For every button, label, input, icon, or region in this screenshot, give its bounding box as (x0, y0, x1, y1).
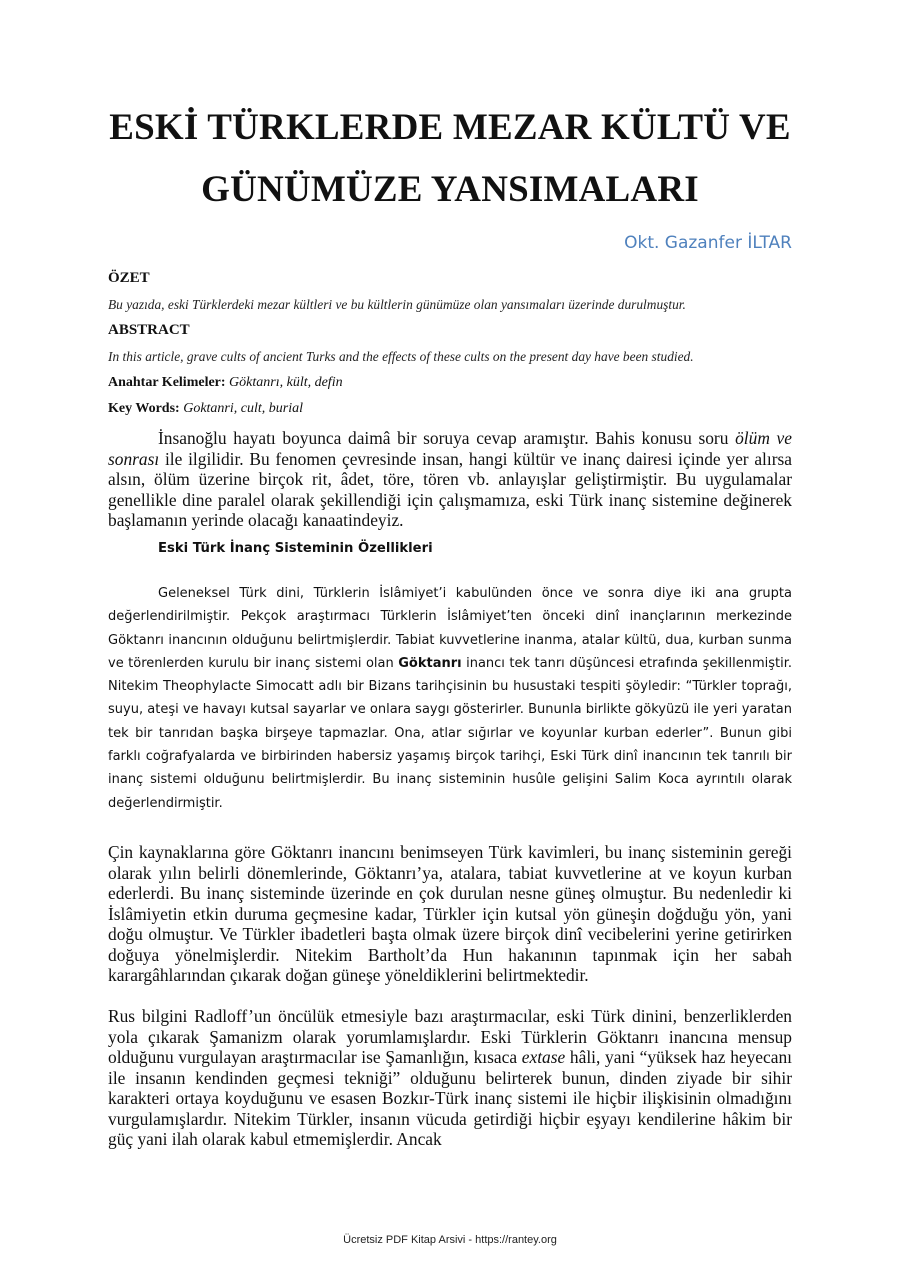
paragraph-2 (108, 842, 792, 986)
paragraph-3 (108, 1006, 792, 1150)
ozet-heading: ÖZET (108, 270, 150, 286)
intro-italic: ölüm ve sonrası (108, 428, 792, 469)
intro-text-2: ile ilgilidir. Bu fenomen çevresinde insan, hangi kültür ve inanç dairesi içinde yer alırsa alsın, ölüm üzerine birçok rit, âdet, töre, tören vb. anlayışlar geliştirmiştir. Bu uygulamalar genellikle dine paralel olarak şekillendiği için çalışmamıza, eski Türk inanç sistemine değinerek başlamanın yerinde olacağı kanaatindeyiz. (108, 448, 792, 530)
keywords-value: Goktanri, cult, burial (183, 401, 303, 416)
paragraph-3-italic: extase (521, 1047, 566, 1067)
section-bold: Göktanrı (398, 655, 462, 671)
paragraph-3-text-2: hâli, yani “yüksek haz heyecanı ile insanın kendinden geçmesi tekniği” olduğunu belirterek bunun, dinden ziyade bir sihir karakteri ortaya koyduğunu ve esasen Bozkır-Türk inanç sistemi ile hiçbir ilişkisinin olmadığını vurgulamışlardır. Nitekim Türkler, insanın vücuda getirdiği hiçbir eşyayı kendilerine hâkim bir güç yani ilah olarak kabul etmemişlerdir. Ancak (108, 1047, 792, 1149)
anahtar-label: Anahtar Kelimeler: (108, 375, 226, 390)
paragraph-2-text: Çin kaynaklarına göre Göktanrı inancını benimseyen Türk kavimleri, bu inanç sisteminin gereği olarak yılın belirli dönemlerinde, Göktanrı’ya, atalara, tabiat kuvvetlerine at ve koyun kurban ederlerdi. Bu inanç sisteminde üzerinde en çok durulan nesne güneş olmuştur. Bu nedenledir ki İslâmiyetin etkin duruma geçmesine kadar, Türkler için kutsal yön güneşin doğduğu yön, yani doğu olmuştur. Ve Türkler ibadetleri başta olmak üzere birçok dinî vecibelerini yerine getirirken doğuya yönelmişlerdir. Nitekim Bartholt’da Hun hakanının tapınmak için her sabah karargâhlarından çıkarak doğan güneşe yöneldiklerini belirtmektedir. (108, 842, 792, 985)
paragraph-3-text-1: Rus bilgini Radloff’un öncülük etmesiyle bazı araştırmacılar, eski Türk dinini, benzerliklerden yola çıkarak Şamanizm olarak yorumlamışlardır. Eski Türklerin Göktanrı inancına mensup olduğunu vurgulayan araştırmacılar ise Şamanlığın, kısaca (108, 1006, 792, 1067)
section-paragraph (108, 582, 792, 815)
keywords-label: Key Words: (108, 401, 180, 416)
abstract-text: In this article, grave cults of ancient Turks and the effects of these cults on the present day have been studied. (108, 349, 694, 364)
title-line-2: GÜNÜMÜZE YANSIMALARI (201, 169, 699, 210)
section-text-1: Geleneksel Türk dini, Türklerin İslâmiyet’i kabulünden önce ve sonra diye iki ana grupta değerlendirilmiştir. Pekçok araştırmacı Türklerin İslâmiyet’ten önceki dinî inançlarının merkezinde Göktanrı inancının olduğunu belirtmişlerdir. Tabiat kuvvetlerine inanma, atalar kültü, dua, kurban sunma ve törenlerden kurulu bir inanç sistemi olan (108, 586, 792, 671)
anahtar-kelimeler (108, 375, 343, 391)
page-footer: Ücretsiz PDF Kitap Arsivi - https://rantey.org (343, 1234, 557, 1246)
section-heading: Eski Türk İnanç Sisteminin Özellikleri (158, 541, 433, 556)
section-text-2: inancı tek tanrı düşüncesi etrafında şekillenmiştir. Nitekim Theophylacte Simocatt adlı bir Bizans tarihçisinin bu husustaki tespiti şöyledir: “Türkler toprağı, suyu, ateşi ve havayı kutsal sayarlar ve onlara saygı gösterirler. Bununla birlikte gökyüzü ile yeri yaratan tek bir tanrıdan başka birşeye tapmazlar. Ona, atlar sığırlar ve koyunlar kurban ederler”. Bunun gibi farklı coğrafyalarda ve birbirinden habersiz yaşamış birçok tarihçi, Eski Türk dinî inancının tek tanrılı bir inanç sistemi olduğunu belirtmişlerdir. Bu inanç sisteminin husûle gelişini Salim Koca ayrıntılı olarak değerlendirmiştir. (108, 655, 792, 811)
key-words (108, 401, 303, 417)
anahtar-value: Göktanrı, kült, defin (229, 375, 343, 390)
abstract-heading: ABSTRACT (108, 322, 190, 338)
author-name: Okt. Gazanfer İLTAR (624, 233, 792, 253)
intro-text-1: İnsanoğlu hayatı boyunca daimâ bir soruya cevap aramıştır. Bahis konusu soru (158, 428, 736, 448)
title-line-1: ESKİ TÜRKLERDE MEZAR KÜLTÜ VE (109, 107, 791, 148)
ozet-text: Bu yazıda, eski Türklerdeki mezar kültleri ve bu kültlerin günümüze olan yansımaları üzerinde durulmuştur. (108, 297, 686, 312)
intro-paragraph (108, 428, 792, 531)
